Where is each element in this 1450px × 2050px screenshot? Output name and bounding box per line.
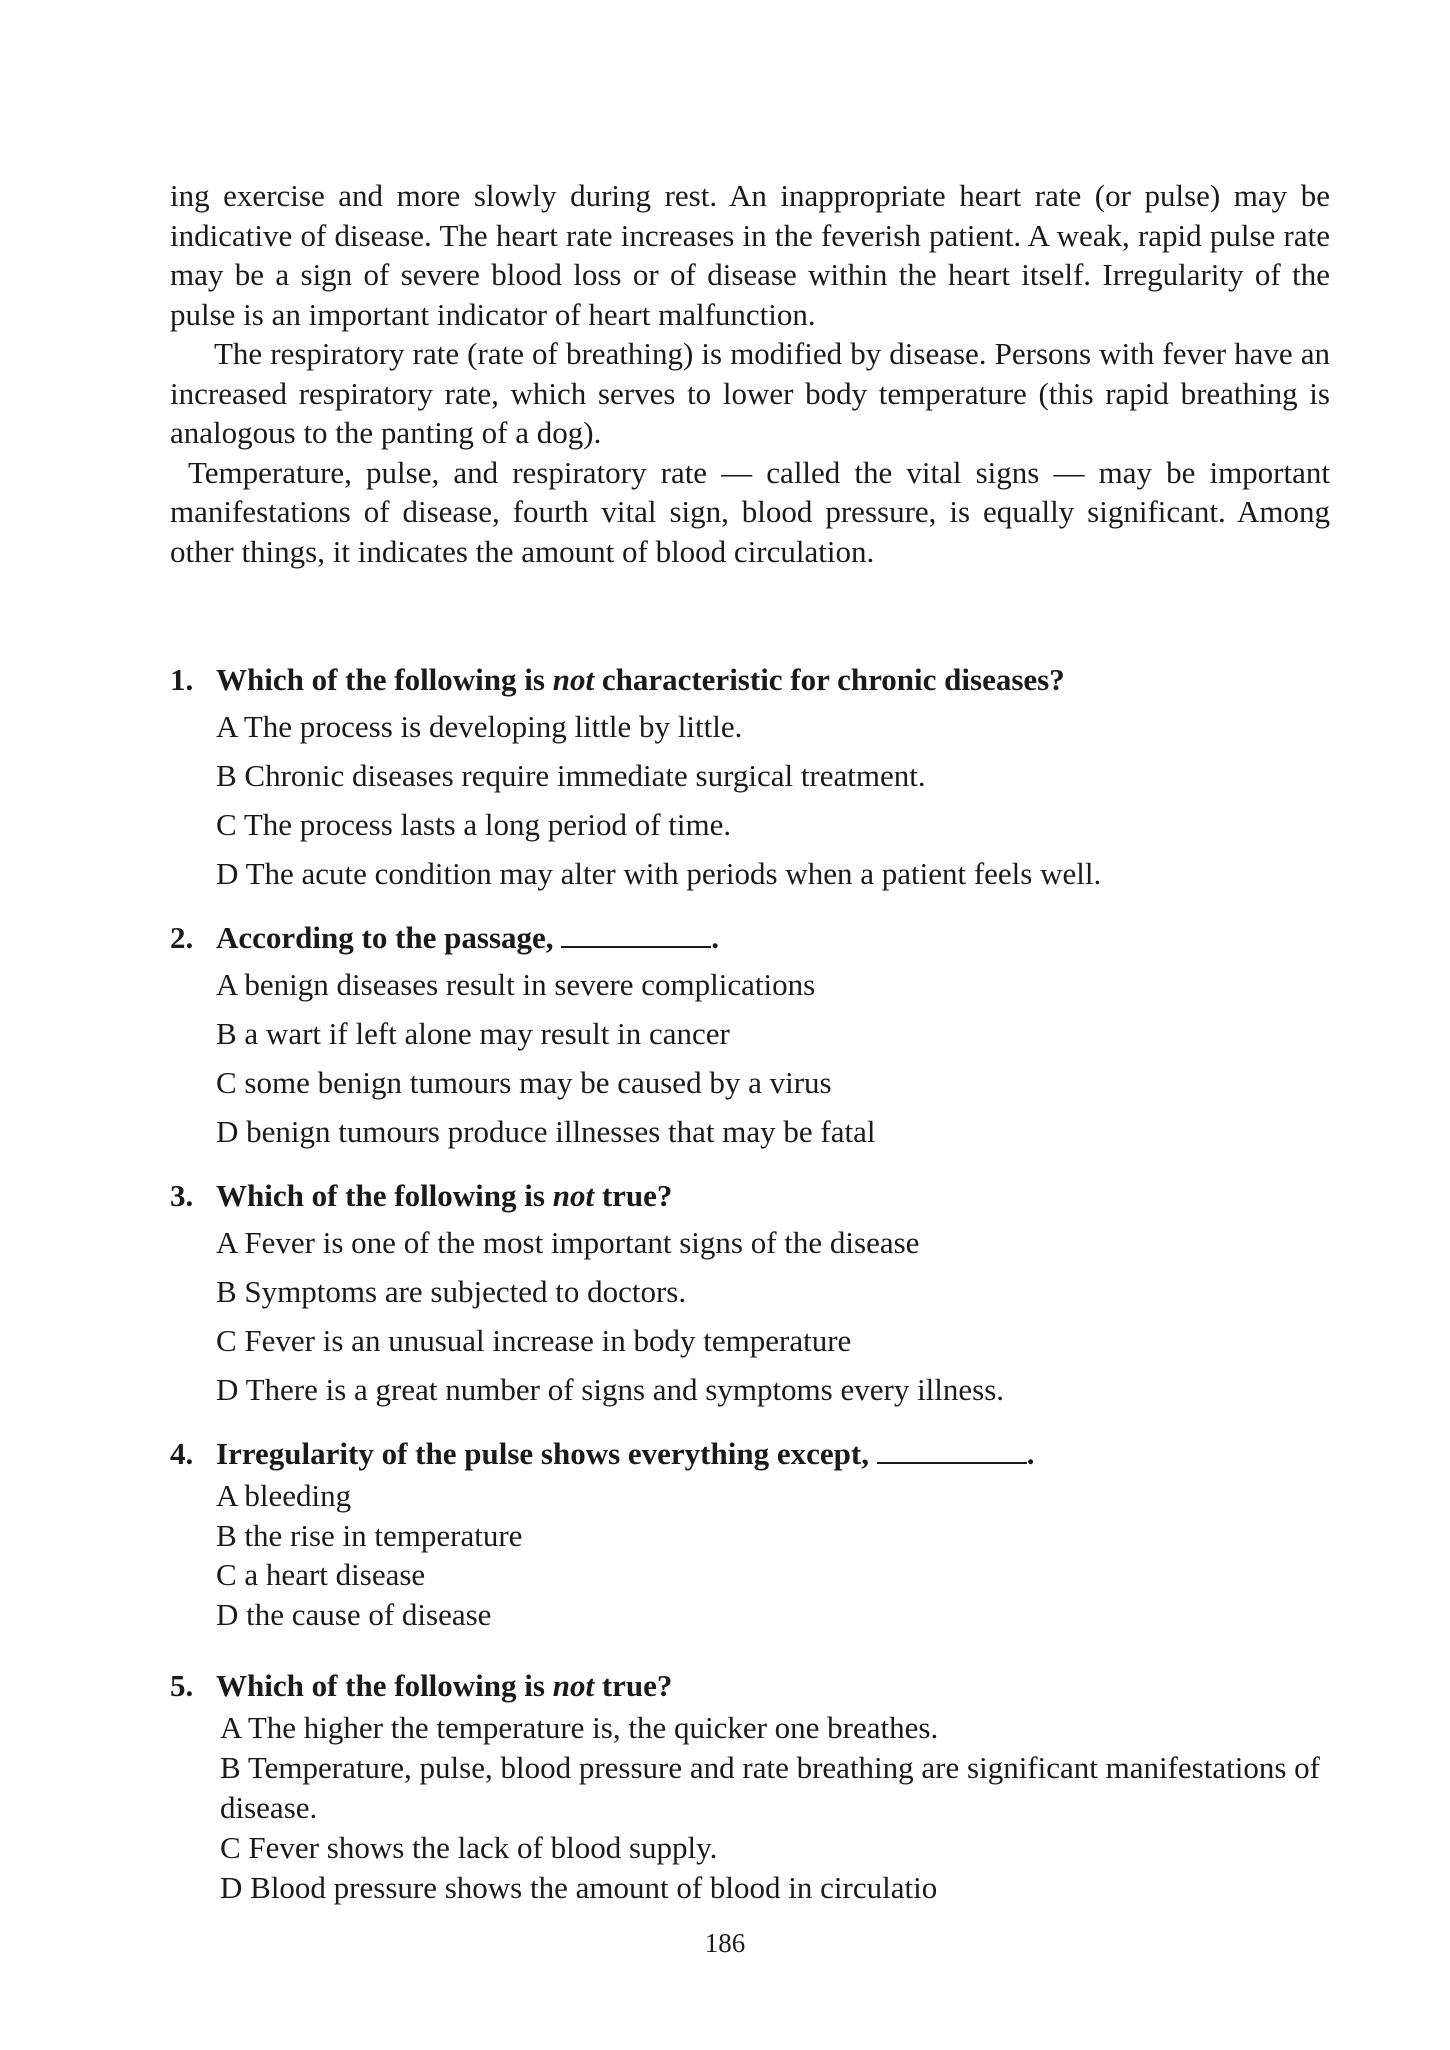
question-stem [170,658,1330,702]
question-5 [170,1664,1330,1908]
answer-option: B Symptoms are subjected to doctors. [216,1274,687,1309]
question-stem [170,1664,1330,1708]
question-text: Irregularity of the pulse shows everything except, . [216,1436,1035,1471]
answer-option: C Fever is an unusual increase in body temperature [216,1323,852,1358]
answer-option: B Temperature, pulse, blood pressure and rate breathing are significant manifestations of disease. [220,1750,1320,1825]
answer-option: A Fever is one of the most important signs of the disease [216,1225,920,1260]
answer-option: A benign diseases result in severe complications [216,967,816,1002]
answer-option: D There is a great number of signs and symptoms every illness. [216,1372,1005,1407]
answer-option: C a heart disease [216,1557,426,1592]
answer-option: D The acute condition may alter with periods when a patient feels well. [216,856,1102,891]
question-stem [170,916,1330,960]
question-text: Which of the following is not characteristic for chronic diseases? [216,662,1065,697]
answer-option: B Chronic diseases require immediate surgical treatment. [216,758,926,793]
answer-option: C Fever shows the lack of blood supply. [220,1830,718,1865]
answer-option: A The process is developing little by little. [216,709,743,744]
answer-option: D benign tumours produce illnesses that may be fatal [216,1114,876,1149]
question-1 [170,658,1330,898]
question-3 [170,1174,1330,1414]
question-number: 2. [170,920,194,955]
reading-passage [170,176,1330,571]
answer-option: B a wart if left alone may result in cancer [216,1016,730,1051]
question-stem [170,1174,1330,1218]
question-4 [170,1432,1330,1634]
answer-option: A The higher the temperature is, the quicker one breathes. [220,1710,939,1745]
answer-blank [561,922,711,948]
answer-option: D the cause of disease [216,1596,492,1632]
answer-option: A bleeding [216,1478,352,1513]
passage-paragraph: Temperature, pulse, and respiratory rate — called the vital signs — may be important manifestations of disease, fourth vital sign, blood pressure, is equally significant. Among other things, it indicates the amount of blood circulation. [170,454,1330,569]
passage-paragraph: The respiratory rate (rate of breathing) is modified by disease. Persons with fever have an increased respiratory rate, which serves to lower body temperature (this rapid breathing is analogous to the panting of a dog). [170,336,1330,450]
page-number: 186 [704,1928,746,1958]
answer-blank [877,1438,1027,1464]
question-2 [170,916,1330,1156]
answer-option: C some benign tumours may be caused by a virus [216,1065,832,1100]
answer-option: C The process lasts a long period of time. [216,807,732,842]
passage-paragraph: ing exercise and more slowly during rest. An inappropriate heart rate (or pulse) may be indicative of disease. The heart rate increases in the feverish patient. A weak, rapid pulse rate may be a sign of severe blood loss or of disease within the heart itself. Irregularity of the pulse is an important indicator of heart malfunction. [170,178,1330,332]
question-number: 3. [170,1178,194,1213]
question-text: Which of the following is not true? [216,1668,673,1703]
question-stem [170,1432,1330,1476]
question-number: 4. [170,1436,194,1471]
answer-option: B the rise in temperature [216,1517,523,1553]
answer-option: D Blood pressure shows the amount of blood in circulatio [220,1870,938,1905]
question-number: 1. [170,662,194,697]
question-text: According to the passage, . [216,920,720,955]
question-number: 5. [170,1668,194,1703]
question-text: Which of the following is not true? [216,1178,673,1213]
